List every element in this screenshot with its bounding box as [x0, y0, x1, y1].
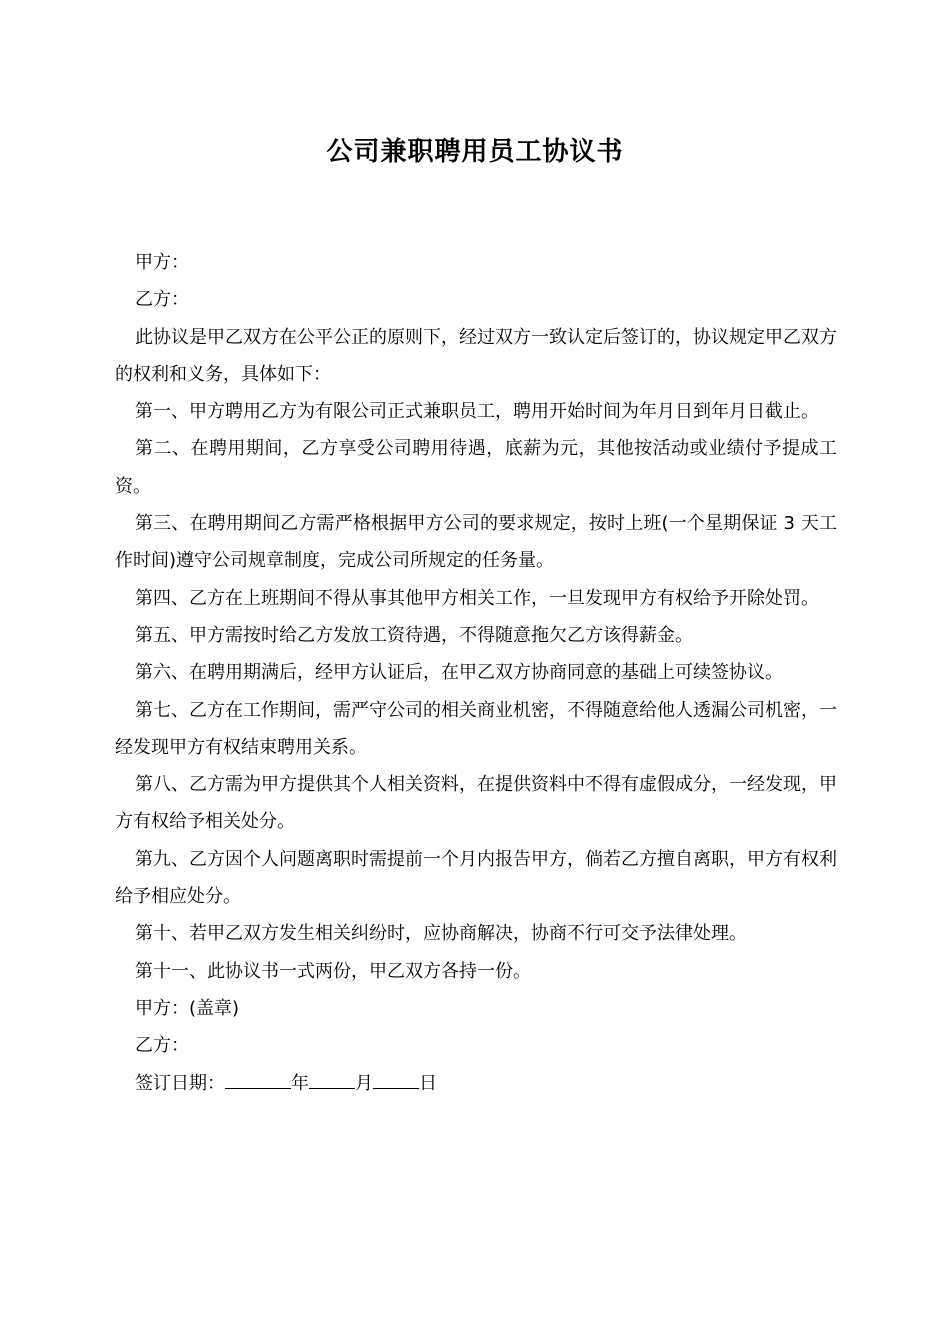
signature-party-a: 甲方：(盖章) — [135, 997, 240, 1019]
clause-5: 第五、甲方需按时给乙方发放工资待遇，不得随意拖欠乙方该得薪金。 — [135, 624, 693, 646]
year-label: 年 — [291, 1072, 309, 1094]
signature-date-line — [115, 1065, 837, 1102]
clause-9: 第九、乙方因个人问题离职时需提前一个月内报告甲方，倘若乙方擅自离职，甲方有权利给予相应处分。 — [115, 848, 837, 908]
clause-3: 第三、在聘用期间乙方需严格根据甲方公司的要求规定，按时上班(一个星期保证 3 天工作时间)遵守公司规章制度，完成公司所规定的任务量。 — [115, 513, 837, 572]
intro-paragraph: 此协议是甲乙双方在公平公正的原则下，经过双方一致认定后签订的，协议规定甲乙双方的权利和义务，具体如下： — [115, 326, 837, 385]
signature-party-b: 乙方： — [135, 1035, 189, 1057]
clause-7: 第七、乙方在工作期间，需严守公司的相关商业机密，不得随意给他人透漏公司机密，一经发现甲方有权结束聘用关系。 — [115, 699, 837, 758]
clause-8: 第八、乙方需为甲方提供其个人相关资料，在提供资料中不得有虚假成分，一经发现，甲方有权给予相关处分。 — [115, 774, 837, 833]
party-a-line: 甲方： — [135, 252, 189, 273]
document-title: 公司兼职聘用员工协议书 — [326, 137, 624, 167]
clause-10: 第十、若甲乙双方发生相关纠纷时，应协商解决，协商不行可交予法律处理。 — [135, 923, 747, 945]
clause-11: 第十一、此协议书一式两份，甲乙双方各持一份。 — [135, 960, 531, 982]
party-b-line: 乙方： — [135, 289, 189, 311]
date-label: 签订日期： — [135, 1072, 225, 1094]
document-body — [115, 244, 837, 1102]
day-label: 日 — [419, 1072, 437, 1094]
clause-6: 第六、在聘用期满后，经甲方认证后，在甲乙双方协商同意的基础上可续签协议。 — [135, 662, 783, 684]
clause-4: 第四、乙方在上班期间不得从事其他甲方相关工作，一旦发现甲方有权给予开除处罚。 — [135, 587, 819, 609]
clause-1: 第一、甲方聘用乙方为有限公司正式兼职员工，聘用开始时间为年月日到年月日截止。 — [135, 401, 819, 423]
clause-2: 第二、在聘用期间，乙方享受公司聘用待遇，底薪为元，其他按活动或业绩付予提成工资。 — [115, 438, 837, 497]
day-blank — [373, 1068, 419, 1089]
month-blank — [309, 1068, 355, 1089]
month-label: 月 — [355, 1072, 373, 1094]
year-blank — [225, 1068, 291, 1089]
